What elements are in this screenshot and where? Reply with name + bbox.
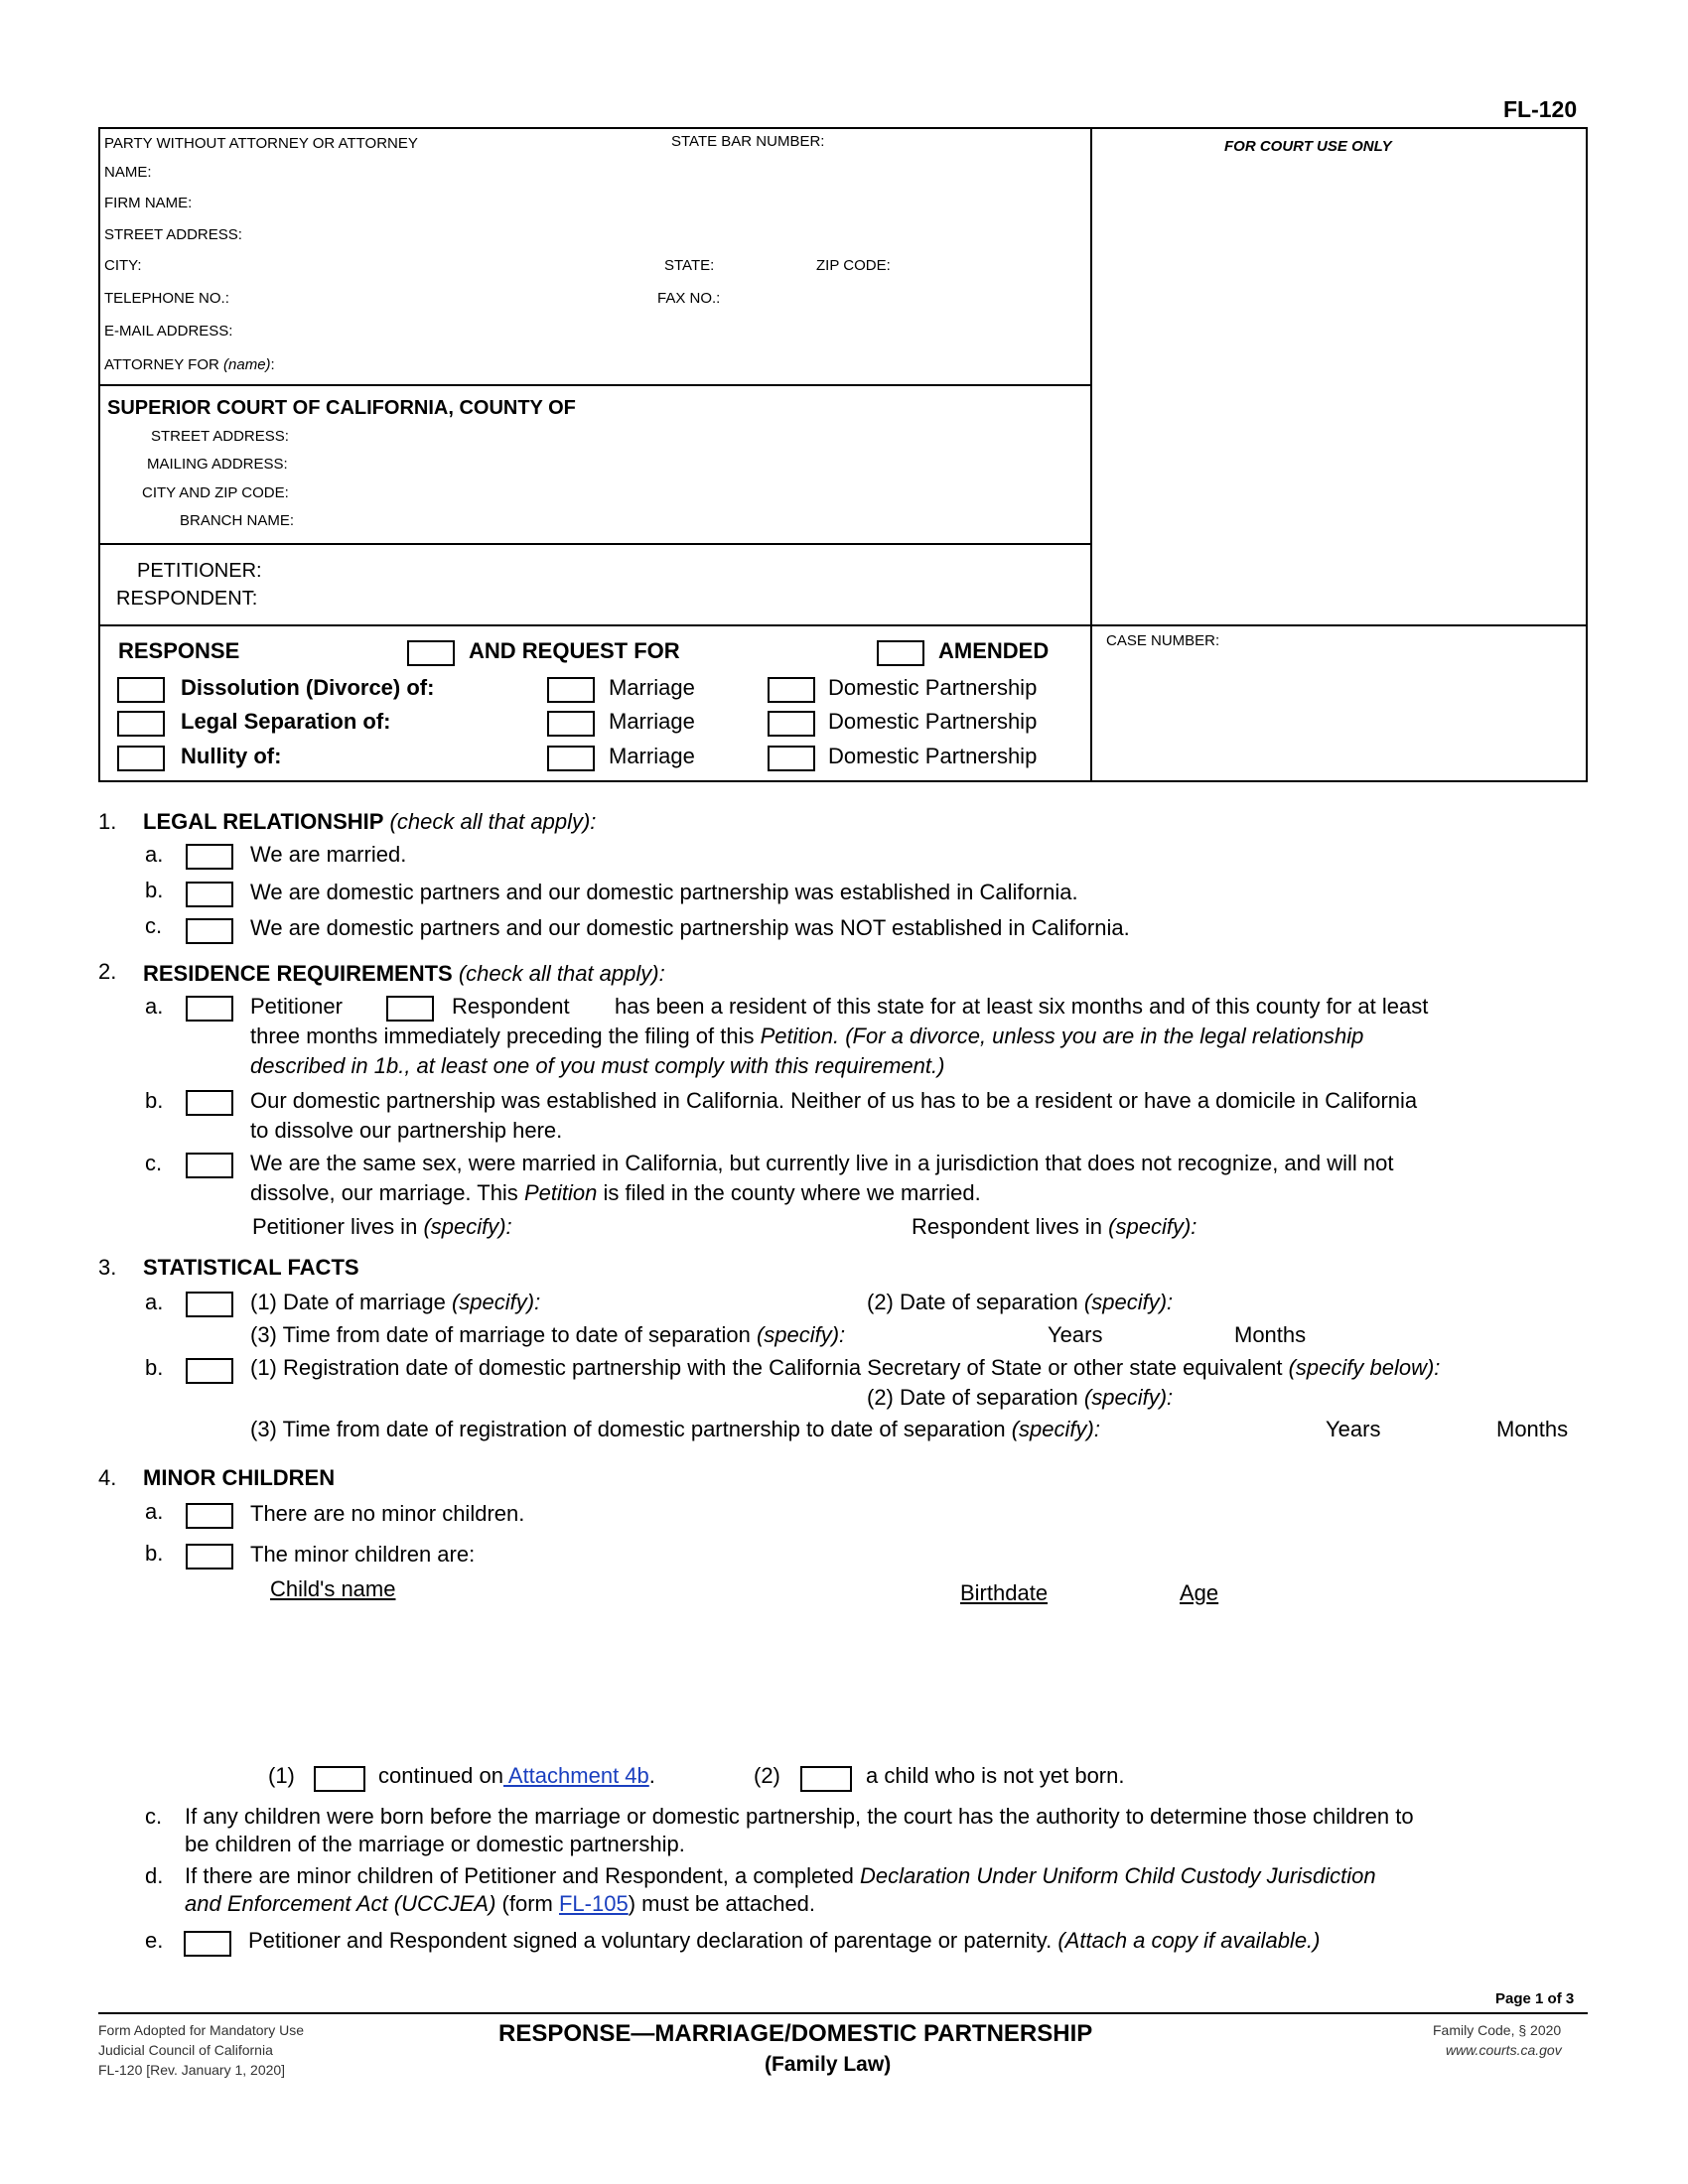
- nullity-dp-checkbox[interactable]: [768, 746, 815, 771]
- header-right-border: [1586, 127, 1588, 782]
- s1b-letter: b.: [145, 878, 164, 902]
- state-bar-label: STATE BAR NUMBER:: [671, 133, 825, 150]
- respondent-label: RESPONDENT:: [116, 588, 258, 610]
- s2c-line2: dissolve, our marriage. This Petition is filed in the county where we married.: [250, 1180, 981, 1205]
- header-bottom-border: [98, 780, 1588, 782]
- header-left-border: [98, 127, 100, 782]
- continued-text: continued on Attachment 4b.: [378, 1763, 655, 1788]
- footer-form-title: RESPONSE—MARRIAGE/DOMESTIC PARTNERSHIP: [498, 2020, 1093, 2047]
- nullity-marriage-label: Marriage: [609, 744, 695, 768]
- court-title: SUPERIOR COURT OF CALIFORNIA, COUNTY OF: [107, 397, 576, 419]
- court-city-zip-label: CITY AND ZIP CODE:: [142, 484, 289, 501]
- s2a-letter: a.: [145, 994, 164, 1019]
- attachment-4b-link[interactable]: Attachment 4b: [503, 1763, 649, 1788]
- s1a-letter: a.: [145, 842, 164, 867]
- s3a-checkbox[interactable]: [186, 1292, 233, 1317]
- s3a-date-of-separation: (2) Date of separation (specify):: [867, 1290, 1174, 1314]
- page-number: Page 1 of 3: [1495, 1990, 1575, 2007]
- fax-label: FAX NO.:: [657, 290, 721, 307]
- zip-label: ZIP CODE:: [816, 257, 891, 274]
- separation-label: Legal Separation of:: [181, 709, 391, 734]
- dissolution-dp-label: Domestic Partnership: [828, 675, 1038, 700]
- s2-title: RESIDENCE REQUIREMENTS (check all that apply):: [143, 961, 665, 986]
- street-label: STREET ADDRESS:: [104, 226, 242, 243]
- name-label: NAME:: [104, 164, 152, 181]
- dissolution-marriage-label: Marriage: [609, 675, 695, 700]
- s4e-text: Petitioner and Respondent signed a voluntary declaration of parentage or paternity. (Attach a copy if available.): [248, 1928, 1321, 1953]
- s3b-years-label: Years: [1326, 1417, 1381, 1441]
- s3b-registration-date: (1) Registration date of domestic partnership with the California Secretary of State or other state equivalent (specify below):: [250, 1355, 1441, 1380]
- separation-checkbox[interactable]: [117, 711, 165, 737]
- separation-dp-checkbox[interactable]: [768, 711, 815, 737]
- s4-number: 4.: [98, 1465, 117, 1490]
- separation-marriage-label: Marriage: [609, 709, 695, 734]
- s2a-respondent-label: Respondent: [452, 994, 570, 1019]
- s4c-line1: If any children were born before the marriage or domestic partnership, the court has the authority to determine those children to: [185, 1804, 1414, 1829]
- s1a-text: We are married.: [250, 842, 407, 867]
- s2a-petitioner-checkbox[interactable]: [186, 996, 233, 1022]
- footer-adopted-1: Form Adopted for Mandatory Use: [98, 2022, 304, 2038]
- s3-number: 3.: [98, 1255, 117, 1280]
- party-label: PARTY WITHOUT ATTORNEY OR ATTORNEY: [104, 135, 418, 152]
- s2c-line1: We are the same sex, were married in California, but currently live in a jurisdiction that does not recognize, and will not: [250, 1151, 1394, 1175]
- cont-2-label: (2): [754, 1763, 780, 1788]
- s2b-letter: b.: [145, 1088, 164, 1113]
- request-for-checkbox[interactable]: [407, 640, 455, 666]
- nullity-dp-label: Domestic Partnership: [828, 744, 1038, 768]
- s1b-checkbox[interactable]: [186, 882, 233, 907]
- s3a-years-label: Years: [1048, 1322, 1103, 1347]
- firm-label: FIRM NAME:: [104, 195, 193, 211]
- case-number-label: CASE NUMBER:: [1106, 632, 1220, 649]
- s3a-time-from: (3) Time from date of marriage to date of separation (specify):: [250, 1322, 846, 1347]
- s2b-line1: Our domestic partnership was established in California. Neither of us has to be a resident or have a domicile in California: [250, 1088, 1418, 1113]
- s4b-letter: b.: [145, 1541, 164, 1566]
- cont-1-label: (1): [268, 1763, 295, 1788]
- s4e-checkbox[interactable]: [184, 1931, 231, 1957]
- s2b-line2: to dissolve our partnership here.: [250, 1118, 563, 1143]
- s2a-petitioner-label: Petitioner: [250, 994, 343, 1019]
- s3a-letter: a.: [145, 1290, 164, 1314]
- dissolution-marriage-checkbox[interactable]: [547, 677, 595, 703]
- city-label: CITY:: [104, 257, 142, 274]
- footer-adopted-2: Judicial Council of California: [98, 2042, 273, 2058]
- form-id: FL-120: [1503, 96, 1578, 122]
- nullity-marriage-checkbox[interactable]: [547, 746, 595, 771]
- s2c-petitioner-lives: Petitioner lives in (specify):: [252, 1214, 512, 1239]
- s3a-date-of-marriage: (1) Date of marriage (specify):: [250, 1290, 541, 1314]
- s4-title: MINOR CHILDREN: [143, 1465, 336, 1490]
- s4b-text: The minor children are:: [250, 1542, 476, 1567]
- response-label: RESPONSE: [118, 638, 240, 663]
- s2a-line2: three months immediately preceding the filing of this Petition. (For a divorce, unless you are in the legal relationship: [250, 1024, 1364, 1048]
- s2c-respondent-lives: Respondent lives in (specify):: [912, 1214, 1197, 1239]
- fl-105-link[interactable]: FL-105: [558, 1891, 629, 1916]
- s1c-checkbox[interactable]: [186, 918, 233, 944]
- s1c-letter: c.: [145, 913, 163, 938]
- col-birthdate: Birthdate: [960, 1580, 1049, 1605]
- s3-title: STATISTICAL FACTS: [143, 1255, 359, 1280]
- divider-caption: [98, 624, 1588, 626]
- s3b-date-of-separation: (2) Date of separation (specify):: [867, 1385, 1174, 1410]
- s2b-checkbox[interactable]: [186, 1090, 233, 1116]
- court-use-label: FOR COURT USE ONLY: [1224, 138, 1392, 155]
- s2a-line1: has been a resident of this state for at least six months and of this county for at least: [615, 994, 1429, 1019]
- col-age: Age: [1180, 1580, 1219, 1605]
- s3a-months-label: Months: [1234, 1322, 1307, 1347]
- court-street-label: STREET ADDRESS:: [151, 428, 289, 445]
- separation-dp-label: Domestic Partnership: [828, 709, 1038, 734]
- s1-title: LEGAL RELATIONSHIP (check all that apply):: [143, 809, 597, 834]
- amended-label: AMENDED: [938, 638, 1050, 663]
- s1c-text: We are domestic partners and our domestic partnership was NOT established in California.: [250, 915, 1130, 940]
- s4d-letter: d.: [145, 1863, 164, 1888]
- dissolution-checkbox[interactable]: [117, 677, 165, 703]
- unborn-text: a child who is not yet born.: [866, 1763, 1125, 1788]
- court-mailing-label: MAILING ADDRESS:: [147, 456, 288, 473]
- s4a-checkbox[interactable]: [186, 1503, 233, 1529]
- s4d-line2: and Enforcement Act (UCCJEA) (form FL-105) must be attached.: [185, 1891, 816, 1916]
- s2c-checkbox[interactable]: [186, 1153, 233, 1178]
- footer-family-code: Family Code, § 2020: [1433, 2022, 1562, 2038]
- footer-website[interactable]: www.courts.ca.gov: [1446, 2042, 1562, 2058]
- continued-checkbox[interactable]: [314, 1766, 365, 1792]
- s1a-checkbox[interactable]: [186, 844, 233, 870]
- s2-number: 2.: [98, 959, 117, 984]
- s3b-checkbox[interactable]: [186, 1358, 233, 1384]
- s4b-checkbox[interactable]: [186, 1544, 233, 1570]
- nullity-checkbox[interactable]: [117, 746, 165, 771]
- attorney-for-label: ATTORNEY FOR (name):: [104, 356, 275, 373]
- s4a-text: There are no minor children.: [250, 1501, 525, 1526]
- s1-number: 1.: [98, 809, 117, 834]
- header-top-border: [98, 127, 1588, 129]
- divider-court: [98, 384, 1091, 386]
- s4e-letter: e.: [145, 1928, 164, 1953]
- dissolution-dp-checkbox[interactable]: [768, 677, 815, 703]
- s4d-line1: If there are minor children of Petitioner and Respondent, a completed Declaration Under Uniform Child Custody Jurisdiction: [185, 1863, 1376, 1888]
- unborn-checkbox[interactable]: [800, 1766, 852, 1792]
- s4a-letter: a.: [145, 1499, 164, 1524]
- amended-checkbox[interactable]: [877, 640, 924, 666]
- footer-rule: [98, 2012, 1588, 2014]
- footer-form-subtitle: (Family Law): [765, 2053, 892, 2076]
- s2a-respondent-checkbox[interactable]: [386, 996, 434, 1022]
- email-label: E-MAIL ADDRESS:: [104, 323, 233, 340]
- s4c-letter: c.: [145, 1804, 163, 1829]
- s3b-months-label: Months: [1496, 1417, 1569, 1441]
- separation-marriage-checkbox[interactable]: [547, 711, 595, 737]
- court-branch-label: BRANCH NAME:: [180, 512, 295, 529]
- s2c-letter: c.: [145, 1151, 163, 1175]
- col-childs-name: Child's name: [270, 1576, 396, 1601]
- s2a-line3: described in 1b., at least one of you must comply with this requirement.): [250, 1053, 945, 1078]
- divider-parties: [98, 543, 1091, 545]
- s4c-line2: be children of the marriage or domestic partnership.: [185, 1832, 685, 1856]
- s3b-time-from: (3) Time from date of registration of domestic partnership to date of separation (specify):: [250, 1417, 1100, 1441]
- header-mid-border: [1090, 127, 1092, 782]
- nullity-label: Nullity of:: [181, 744, 282, 768]
- phone-label: TELEPHONE NO.:: [104, 290, 229, 307]
- s1b-text: We are domestic partners and our domestic partnership was established in California.: [250, 880, 1078, 904]
- dissolution-label: Dissolution (Divorce) of:: [181, 675, 435, 700]
- state-label: STATE:: [664, 257, 715, 274]
- footer-adopted-3: FL-120 [Rev. January 1, 2020]: [98, 2062, 286, 2078]
- s3b-letter: b.: [145, 1355, 164, 1380]
- petitioner-label: PETITIONER:: [137, 560, 262, 582]
- and-request-for-label: AND REQUEST FOR: [469, 638, 680, 663]
